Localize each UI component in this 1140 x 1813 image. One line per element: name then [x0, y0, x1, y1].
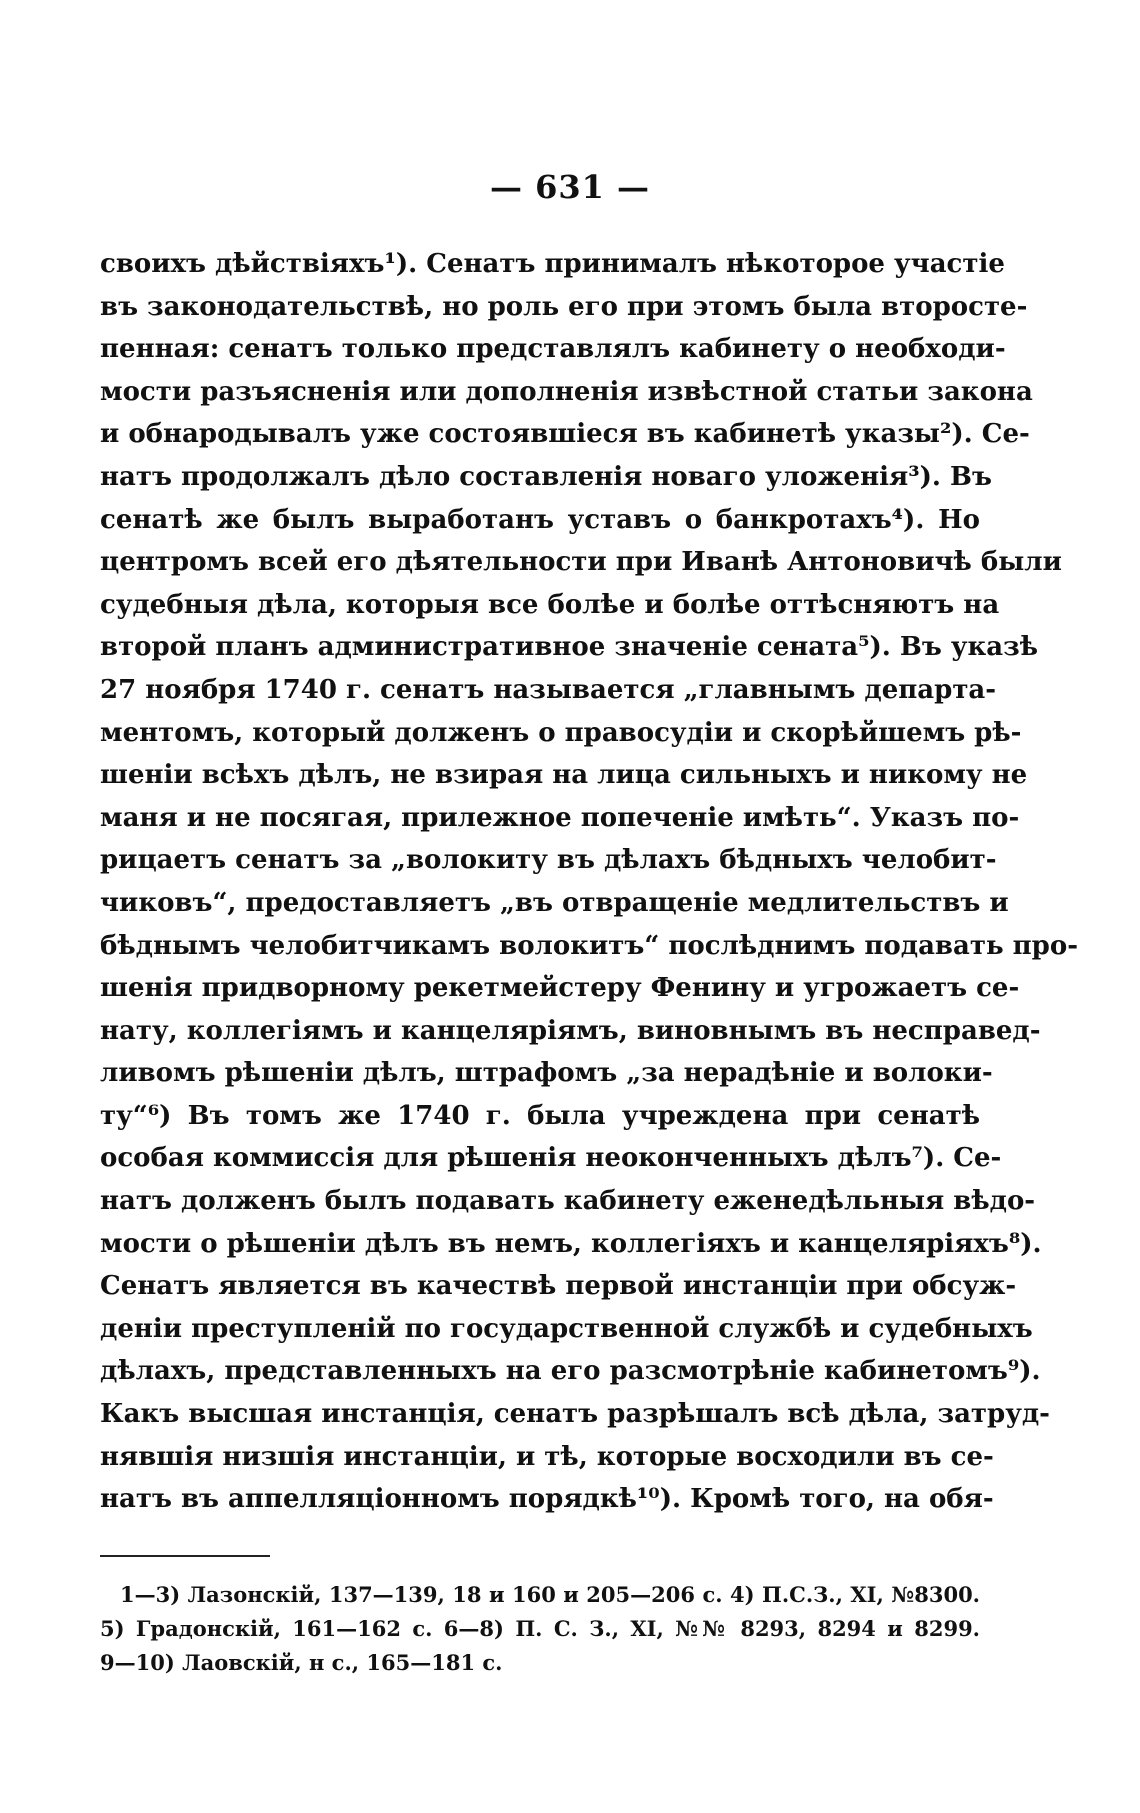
text-line: натъ продолжалъ дѣло составленія новаго уложенія³). Въ: [100, 461, 992, 492]
text-line: сенатѣ же былъ выработанъ уставъ о банкротахъ⁴). Но: [100, 504, 980, 535]
text-line: Сенатъ является въ качествѣ первой инстанціи при обсуж-: [100, 1271, 1017, 1302]
text-line: мости разъясненія или дополненія извѣстной статьи закона: [100, 376, 1033, 407]
footnote-divider: [100, 1555, 270, 1557]
footnote-line: 1—3) Лазонскій, 137—139, 18 и 160 и 205—206 с. 4) П.С.З., XI, №8300.: [120, 1582, 980, 1607]
text-line: пенная: сенатъ только представлялъ кабинету о необходи-: [100, 334, 1006, 365]
text-line: въ законодательствѣ, но роль его при этомъ была второсте-: [100, 291, 1028, 322]
text-line: нату, коллегіямъ и канцеляріямъ, виновнымъ въ несправед-: [100, 1015, 1041, 1046]
text-line: шеніи всѣхъ дѣлъ, не взирая на лица сильныхъ и никому не: [100, 760, 1028, 791]
text-line: нявшія низшія инстанціи, и тѣ, которые восходили въ се-: [100, 1441, 994, 1472]
text-line: 27 ноября 1740 г. сенатъ называется „главнымъ департа-: [100, 674, 997, 705]
text-line: чиковъ“, предоставляетъ „въ отвращеніе медлительствъ и: [100, 887, 1009, 918]
text-line: натъ въ аппелляціонномъ порядкѣ¹⁰). Кромѣ того, на обя-: [100, 1484, 994, 1515]
text-line: рицаетъ сенатъ за „волокиту въ дѣлахъ бѣдныхъ челобит-: [100, 845, 997, 876]
footnote-line: 5) Градонскій, 161—162 с. 6—8) П. С. З., XI, №№ 8293, 8294 и 8299.: [100, 1616, 980, 1641]
text-line: своихъ дѣйствіяхъ¹). Сенатъ принималъ нѣкоторое участіе: [100, 249, 1005, 279]
text-line: ту“⁶) Въ томъ же 1740 г. была учреждена при сенатѣ: [100, 1100, 980, 1131]
text-line: маня и не посягая, прилежное попеченіе имѣть“. Указъ по-: [100, 802, 1020, 833]
text-line: шенія придворному рекетмейстеру Фенину и угрожаетъ се-: [100, 973, 1020, 1004]
text-line: ливомъ рѣшеніи дѣлъ, штрафомъ „за нерадѣніе и волоки-: [100, 1058, 993, 1089]
text-line: мости о рѣшеніи дѣлъ въ немъ, коллегіяхъ и канцеляріяхъ⁸).: [100, 1228, 1042, 1259]
footnotes: [100, 1578, 980, 1680]
text-line: особая коммиссія для рѣшенія неоконченныхъ дѣлъ⁷). Се-: [100, 1143, 1002, 1174]
page-number: — 631 —: [489, 168, 651, 206]
footnote-line: 9—10) Лаовскій, н с., 165—181 с.: [100, 1650, 503, 1675]
text-line: центромъ всей его дѣятельности при Иванѣ Антоновичѣ были: [100, 547, 1062, 578]
text-line: судебныя дѣла, которыя все болѣе и болѣе оттѣсняютъ на: [100, 589, 1000, 620]
text-line: дѣлахъ, представленныхъ на его разсмотрѣніе кабинетомъ⁹).: [100, 1356, 1041, 1387]
text-line: и обнародывалъ уже состоявшіеся въ кабинетѣ указы²). Се-: [100, 419, 1030, 450]
text-line: деніи преступленій по государственной службѣ и судебныхъ: [100, 1313, 1033, 1344]
text-line: второй планъ административное значеніе сената⁵). Въ указѣ: [100, 632, 1039, 663]
text-line: бѣднымъ челобитчикамъ волокитъ“ послѣднимъ подавать про-: [100, 930, 1078, 961]
text-line: ментомъ, который долженъ о правосудіи и скорѣйшемъ рѣ-: [100, 717, 1022, 748]
text-line: Какъ высшая инстанція, сенатъ разрѣшалъ всѣ дѣла, затруд-: [100, 1399, 1050, 1430]
text-line: натъ долженъ былъ подавать кабинету еженедѣльныя вѣдо-: [100, 1186, 1036, 1217]
body-text: [100, 243, 1078, 1521]
